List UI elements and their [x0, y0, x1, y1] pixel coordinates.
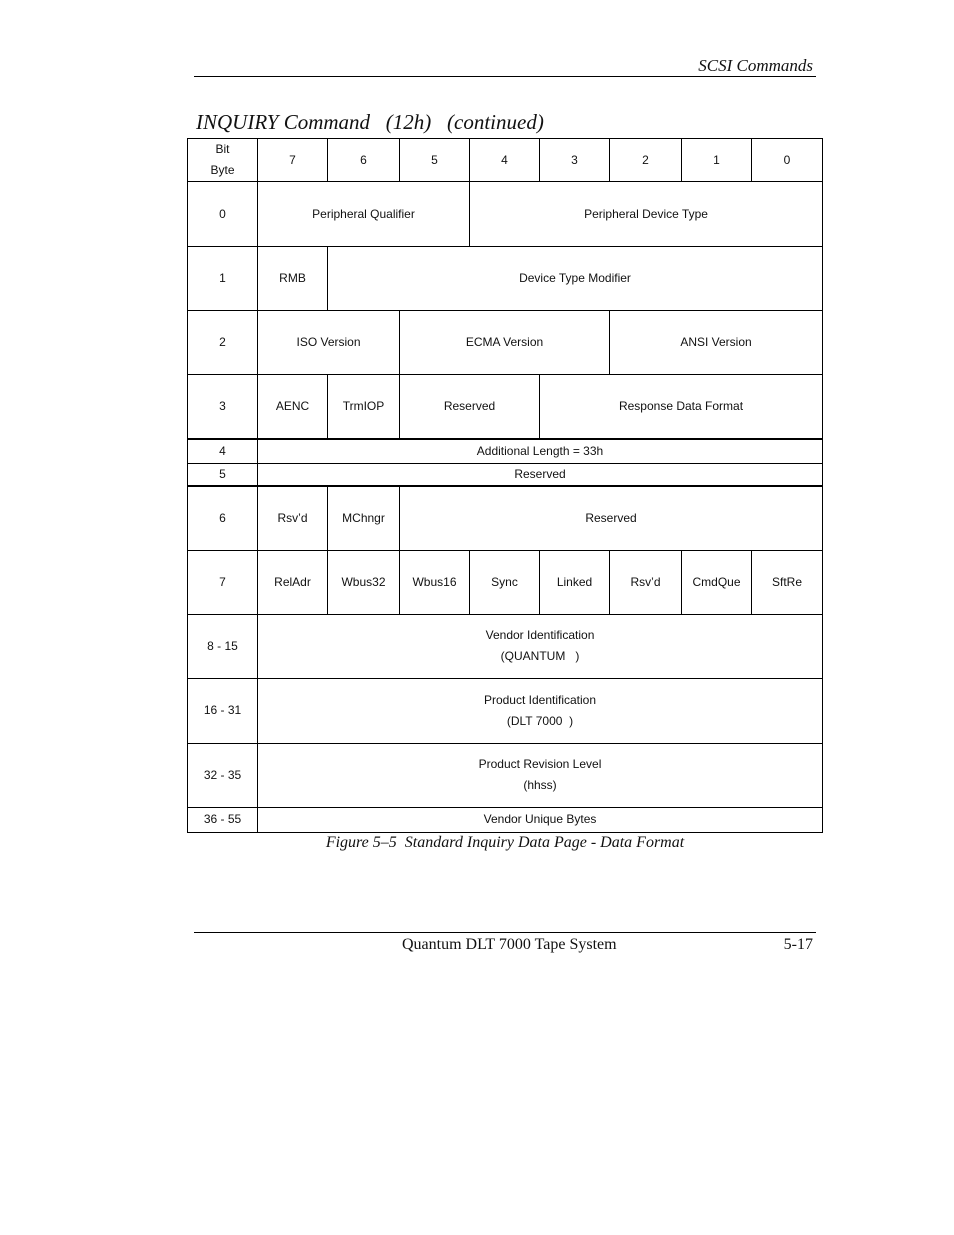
wbus16-field: Wbus16 [400, 550, 470, 614]
page-footer [194, 932, 816, 963]
byte-label: 16 - 31 [188, 678, 258, 743]
bit-6-header: 6 [328, 139, 400, 182]
rmb-field: RMB [258, 247, 328, 311]
bit-4-header: 4 [470, 139, 540, 182]
byte-row-7 [188, 550, 823, 614]
sftre-field: SftRe [752, 550, 823, 614]
bit-header-row [188, 139, 823, 182]
byte-row-16-31 [188, 678, 823, 743]
bit-7-header: 7 [258, 139, 328, 182]
byte-row-6 [188, 486, 823, 550]
byte-row-1 [188, 247, 823, 311]
field-label: Vendor Identification [485, 628, 595, 642]
byte-label: 7 [188, 550, 258, 614]
peripheral-device-type-field: Peripheral Device Type [470, 182, 823, 247]
page-header [194, 0, 816, 77]
field-value: (DLT 7000 ) [506, 713, 574, 728]
byte-label: 32 - 35 [188, 743, 258, 807]
peripheral-qualifier-field: Peripheral Qualifier [258, 182, 470, 247]
byte-row-2 [188, 311, 823, 375]
linked-field: Linked [540, 550, 610, 614]
corner-byte-label: Byte [210, 163, 235, 177]
byte-label: 0 [188, 182, 258, 247]
additional-length-field: Additional Length = 33h [258, 439, 823, 464]
field-value: (hhss) [523, 778, 557, 792]
field-label: Product Identification [483, 692, 597, 707]
wbus32-field: Wbus32 [328, 550, 400, 614]
iso-version-field: ISO Version [258, 311, 400, 375]
byte-label: 2 [188, 311, 258, 375]
reserved-field: Reserved [258, 464, 823, 487]
vendor-unique-bytes-field: Vendor Unique Bytes [258, 807, 823, 832]
bit-3-header: 3 [540, 139, 610, 182]
byte-row-0 [188, 182, 823, 247]
figure-caption: Figure 5–5 Standard Inquiry Data Page - Data Format [325, 834, 685, 851]
bit-byte-corner [188, 139, 258, 182]
bit-5-header: 5 [400, 139, 470, 182]
bit-0-header: 0 [752, 139, 823, 182]
byte-row-8-15 [188, 614, 823, 678]
sync-field: Sync [470, 550, 540, 614]
byte-label: 4 [188, 439, 258, 464]
ecma-version-field: ECMA Version [400, 311, 610, 375]
byte-label: 8 - 15 [188, 614, 258, 678]
aenc-field: AENC [258, 375, 328, 439]
rsvd-field: Rsv’d [610, 550, 682, 614]
vendor-identification-field [258, 614, 823, 678]
cmdque-field: CmdQue [682, 550, 752, 614]
field-value: (QUANTUM ) [500, 649, 580, 663]
product-revision-level-field [258, 743, 823, 807]
response-data-format-field: Response Data Format [540, 375, 823, 439]
byte-label: 6 [188, 486, 258, 550]
byte-label: 36 - 55 [188, 807, 258, 832]
byte-row-32-35 [188, 743, 823, 807]
page-number: 5-17 [783, 936, 813, 953]
byte-label: 1 [188, 247, 258, 311]
page-title: INQUIRY Command (12h) (continued) [196, 110, 544, 134]
byte-row-36-55 [188, 807, 823, 832]
byte-label: 5 [188, 464, 258, 487]
byte-row-4 [188, 439, 823, 464]
section-title: SCSI Commands [698, 56, 813, 75]
byte-row-3 [188, 375, 823, 439]
trmiop-field: TrmIOP [328, 375, 400, 439]
mchngr-field: MChngr [328, 486, 400, 550]
byte-row-5 [188, 464, 823, 487]
reserved-field: Reserved [400, 375, 540, 439]
device-type-modifier-field: Device Type Modifier [328, 247, 823, 311]
bit-2-header: 2 [610, 139, 682, 182]
reladr-field: RelAdr [258, 550, 328, 614]
corner-bit-label: Bit [215, 142, 230, 156]
product-identification-field [258, 678, 823, 743]
ansi-version-field: ANSI Version [610, 311, 823, 375]
byte-label: 3 [188, 375, 258, 439]
inquiry-data-table [187, 138, 823, 833]
field-label: Product Revision Level [478, 757, 602, 771]
bit-1-header: 1 [682, 139, 752, 182]
rsvd-field: Rsv’d [258, 486, 328, 550]
footer-title: Quantum DLT 7000 Tape System [402, 936, 617, 953]
reserved-field: Reserved [400, 486, 823, 550]
